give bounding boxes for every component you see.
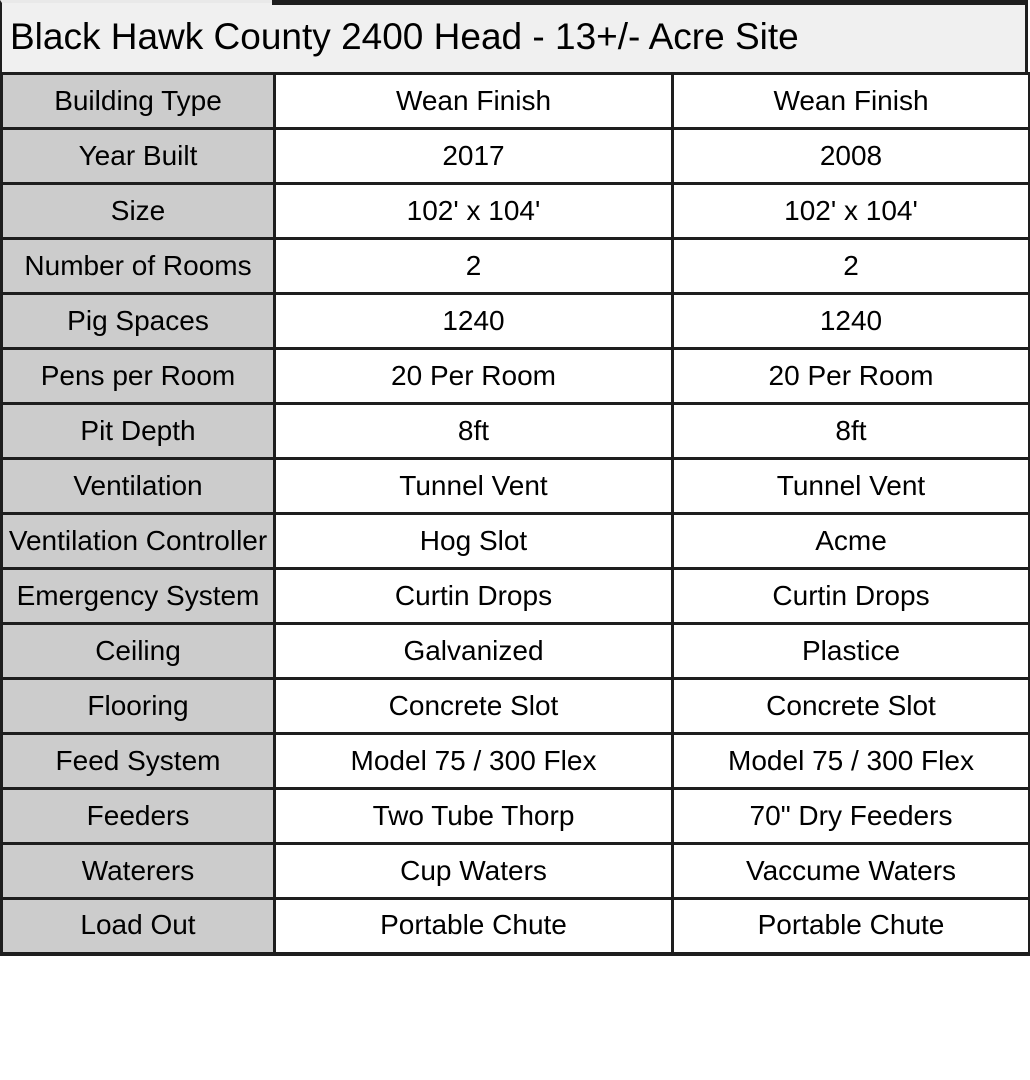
building-2-value: Curtin Drops (673, 569, 1030, 624)
title-bar (0, 0, 1028, 72)
table-row (2, 624, 1030, 679)
building-2-value: 20 Per Room (673, 349, 1030, 404)
table-row (2, 294, 1030, 349)
table-row (2, 514, 1030, 569)
table-row (2, 74, 1030, 129)
row-label: Waterers (2, 844, 275, 899)
building-2-value: 1240 (673, 294, 1030, 349)
row-label: Pit Depth (2, 404, 275, 459)
table-row (2, 679, 1030, 734)
row-label: Pig Spaces (2, 294, 275, 349)
building-1-value: 8ft (275, 404, 673, 459)
building-1-value: Concrete Slot (275, 679, 673, 734)
building-1-value: Wean Finish (275, 74, 673, 129)
building-2-value: 102' x 104' (673, 184, 1030, 239)
table-row (2, 184, 1030, 239)
row-label: Feed System (2, 734, 275, 789)
building-2-value: 2 (673, 239, 1030, 294)
building-1-value: 102' x 104' (275, 184, 673, 239)
table-row (2, 404, 1030, 459)
row-label: Ventilation Controller (2, 514, 275, 569)
page-title: Black Hawk County 2400 Head - 13+/- Acre Site (10, 15, 799, 57)
table-row (2, 789, 1030, 844)
table-row (2, 569, 1030, 624)
building-1-value: Curtin Drops (275, 569, 673, 624)
table-row (2, 844, 1030, 899)
building-1-value: 2 (275, 239, 673, 294)
building-2-value: Portable Chute (673, 899, 1030, 954)
row-label: Flooring (2, 679, 275, 734)
building-1-value: Model 75 / 300 Flex (275, 734, 673, 789)
building-1-value: Hog Slot (275, 514, 673, 569)
building-2-value: Tunnel Vent (673, 459, 1030, 514)
building-1-value: Two Tube Thorp (275, 789, 673, 844)
row-label: Feeders (2, 789, 275, 844)
building-2-value: Vaccume Waters (673, 844, 1030, 899)
table-row (2, 459, 1030, 514)
row-label: Ceiling (2, 624, 275, 679)
building-2-value: Wean Finish (673, 74, 1030, 129)
building-2-value: Concrete Slot (673, 679, 1030, 734)
building-2-value: 8ft (673, 404, 1030, 459)
row-label: Load Out (2, 899, 275, 954)
building-1-value: 1240 (275, 294, 673, 349)
row-label: Size (2, 184, 275, 239)
building-1-value: Portable Chute (275, 899, 673, 954)
building-2-value: Plastice (673, 624, 1030, 679)
building-2-value: 70" Dry Feeders (673, 789, 1030, 844)
building-2-value: 2008 (673, 129, 1030, 184)
row-label: Number of Rooms (2, 239, 275, 294)
table-row (2, 899, 1030, 954)
table-row (2, 734, 1030, 789)
building-2-value: Acme (673, 514, 1030, 569)
building-1-value: Cup Waters (275, 844, 673, 899)
row-label: Pens per Room (2, 349, 275, 404)
building-2-value: Model 75 / 300 Flex (673, 734, 1030, 789)
top-border-bar (272, 0, 1028, 5)
site-spec-table (0, 72, 1030, 956)
building-1-value: 2017 (275, 129, 673, 184)
building-1-value: 20 Per Room (275, 349, 673, 404)
table-body (2, 74, 1030, 954)
table-row (2, 239, 1030, 294)
table-row (2, 129, 1030, 184)
row-label: Emergency System (2, 569, 275, 624)
row-label: Ventilation (2, 459, 275, 514)
building-1-value: Galvanized (275, 624, 673, 679)
table-row (2, 349, 1030, 404)
row-label: Year Built (2, 129, 275, 184)
building-1-value: Tunnel Vent (275, 459, 673, 514)
row-label: Building Type (2, 74, 275, 129)
